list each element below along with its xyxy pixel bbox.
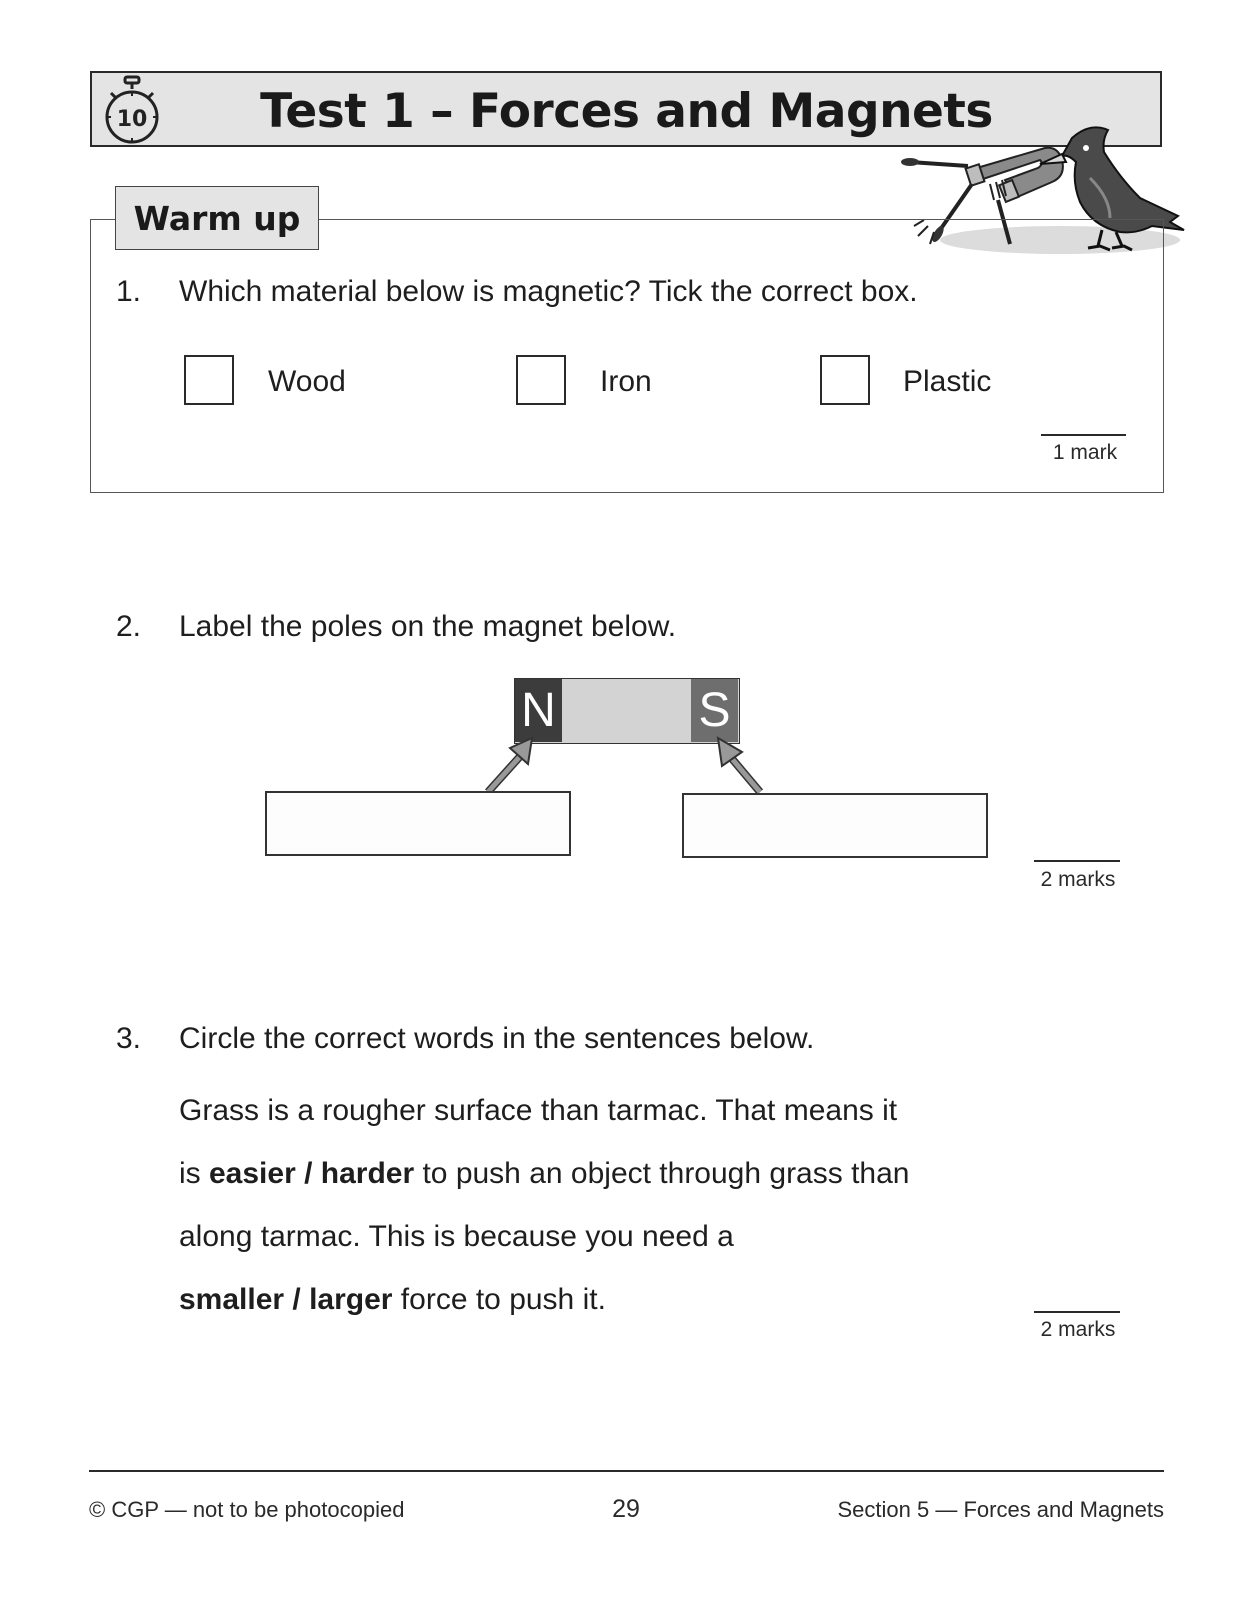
sentence-line-1: Grass is a rougher surface than tarmac. That means it [179,1094,898,1127]
mark-line-q1 [1041,434,1126,436]
question-3-text: Circle the correct words in the sentences below. [179,1022,815,1055]
question-1-number: 1. [116,275,142,308]
option-label-plastic: Plastic [903,365,992,398]
page-number: 29 [612,1495,640,1523]
sentence-line-2: is easier / harder to push an object through grass than [179,1157,910,1190]
question-3-number: 3. [116,1022,142,1055]
question-2-number: 2. [116,610,142,643]
footer-section: Section 5 — Forces and Magnets [837,1497,1164,1522]
choice-smaller-larger[interactable]: smaller / larger [179,1283,393,1316]
north-label-answer-box[interactable] [265,791,571,856]
question-2-text: Label the poles on the magnet below. [179,610,677,643]
option-label-iron: Iron [600,365,652,398]
sentence-line-3: along tarmac. This is because you need a [179,1220,734,1253]
warm-up-label: Warm up [115,186,319,250]
marks-q1: 1 mark [1052,441,1118,464]
tick-box-iron[interactable] [516,355,566,405]
timer-minutes: 10 [116,107,148,132]
footer-copyright: © CGP — not to be photocopied [89,1497,405,1522]
footer-divider [89,1470,1164,1472]
mark-line-q3 [1034,1311,1120,1313]
south-label-answer-box[interactable] [682,793,988,858]
north-pole: N [515,679,562,742]
tick-box-plastic[interactable] [820,355,870,405]
option-label-wood: Wood [268,365,346,398]
marks-q3: 2 marks [1040,1318,1116,1341]
tick-box-wood[interactable] [184,355,234,405]
pole-arrows [470,730,790,800]
sentence-line-4: smaller / larger force to push it. [179,1283,606,1316]
south-pole: S [691,679,738,742]
mark-line-q2 [1034,860,1120,862]
question-1-text: Which material below is magnetic? Tick the correct box. [179,275,918,308]
warm-up-frame [90,219,1164,493]
choice-easier-harder[interactable]: easier / harder [209,1157,415,1190]
page-title: Test 1 – Forces and Magnets [260,84,993,139]
marks-q2: 2 marks [1040,868,1116,891]
